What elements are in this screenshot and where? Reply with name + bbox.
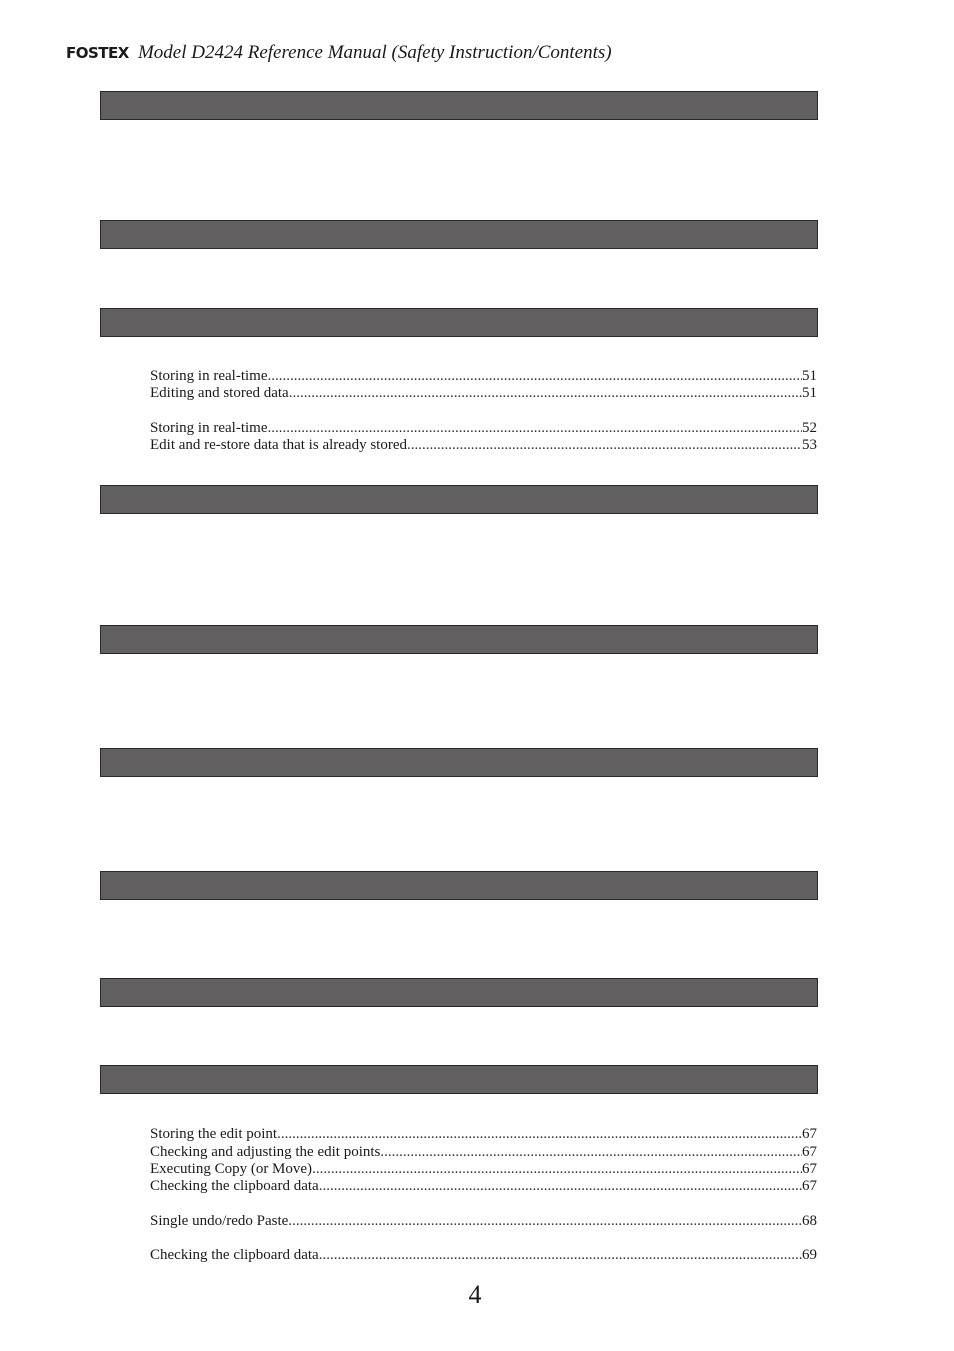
toc-entry-page: 53 (802, 437, 817, 453)
section-bar (100, 978, 818, 1007)
toc-entry-page: 69 (802, 1247, 817, 1263)
toc-entry-label: Checking the clipboard data (150, 1178, 319, 1194)
toc-entry-label: Single undo/redo Paste (150, 1213, 289, 1229)
toc-entry-label: Storing in real-time (150, 368, 268, 384)
toc-entry[interactable] (150, 1177, 817, 1195)
section-bar (100, 1065, 818, 1094)
toc-entry[interactable] (150, 367, 817, 385)
section-bar (100, 871, 818, 900)
dot-leader (267, 419, 802, 437)
page-number: 4 (468, 1280, 482, 1309)
toc-entry-label: Edit and re-store data that is already stored (150, 437, 407, 453)
dot-leader (289, 384, 802, 402)
section-bar (100, 220, 818, 249)
toc-entry[interactable] (150, 384, 817, 402)
page-header (66, 42, 612, 66)
toc-entry[interactable] (150, 1212, 817, 1230)
section-bar (100, 485, 818, 514)
toc-entry[interactable] (150, 1125, 817, 1143)
dot-leader (319, 1246, 802, 1264)
toc-entry[interactable] (150, 1143, 817, 1161)
toc-entry[interactable] (150, 1160, 817, 1178)
toc-entry-label: Storing in real-time (150, 420, 268, 436)
toc-entry-label: Executing Copy (or Move) (150, 1161, 313, 1177)
toc-entry-label: Editing and stored data (150, 385, 289, 401)
dot-leader (312, 1160, 802, 1178)
toc-entry-page: 67 (802, 1126, 817, 1142)
toc-entry-page: 52 (802, 420, 817, 436)
section-bar (100, 91, 818, 120)
section-bar (100, 748, 818, 777)
manual-title: Model D2424 Reference Manual (Safety Instruction/Contents) (137, 42, 612, 63)
section-bar (100, 308, 818, 337)
toc-entry[interactable] (150, 1246, 817, 1264)
toc-entry-label: Checking and adjusting the edit points (150, 1144, 381, 1160)
dot-leader (277, 1125, 802, 1143)
dot-leader (407, 436, 802, 454)
toc-entry-page: 67 (802, 1144, 817, 1160)
toc-entry-label: Checking the clipboard data (150, 1247, 319, 1263)
dot-leader (319, 1177, 802, 1195)
dot-leader (288, 1212, 802, 1230)
toc-entry-page: 67 (802, 1178, 817, 1194)
toc-entry-page: 51 (802, 385, 817, 401)
toc-entry[interactable] (150, 419, 817, 437)
toc-entry-page: 68 (802, 1213, 817, 1229)
toc-entry-page: 51 (802, 368, 817, 384)
toc-entry-page: 67 (802, 1161, 817, 1177)
toc-entry[interactable] (150, 436, 817, 454)
brand-logo: FOSTEX (66, 44, 129, 62)
toc-entry-label: Storing the edit point (150, 1126, 278, 1142)
section-bar (100, 625, 818, 654)
dot-leader (267, 367, 802, 385)
dot-leader (380, 1143, 802, 1161)
